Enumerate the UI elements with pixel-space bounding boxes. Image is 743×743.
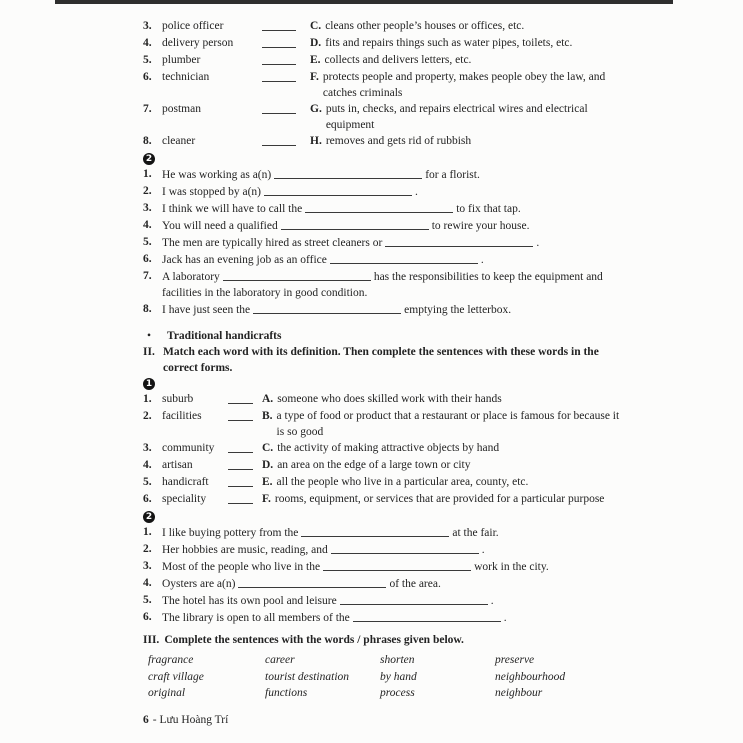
match-row (143, 457, 625, 474)
sentence-pre: Her hobbies are music, reading, and (162, 544, 328, 556)
term-label: plumber (162, 54, 201, 66)
author-name: - Lưu Hoàng Trí (152, 714, 229, 726)
definition-text: protects people and property, makes people obey the law, and catches criminals (322, 71, 606, 99)
sentence-post: emptying the letterbox. (404, 304, 512, 316)
answer-blank (262, 52, 310, 69)
definition-text: fits and repairs things such as water pipes, toilets, etc. (325, 37, 573, 49)
sentence-row (143, 541, 625, 558)
jobs-match-list (143, 18, 625, 150)
page-footer (143, 712, 228, 728)
section-ii-heading (143, 344, 625, 376)
term-label: cleaner (162, 135, 196, 147)
item-number: 8. (143, 303, 152, 315)
match-row (143, 69, 625, 101)
word-bank-column (380, 652, 495, 702)
sentence-pre: You will need a qualified (162, 220, 278, 232)
sentence-post: for a florist. (425, 169, 480, 181)
word-bank-column (265, 652, 380, 702)
item-number: 4. (143, 577, 152, 589)
wordbank-item: by hand (380, 670, 417, 683)
sentence-row (143, 268, 625, 301)
definition-letter: G. (310, 103, 322, 115)
item-number: 6. (143, 493, 152, 505)
topic-title: Traditional handicrafts (167, 330, 282, 342)
sentence-post: has the responsibilities to keep the equipment and facilities in the laboratory in good condition. (162, 271, 603, 299)
sentence-pre: The men are typically hired as street cleaners or (162, 237, 383, 249)
match-row (143, 101, 625, 133)
part-2-marker-badge: 2 (143, 153, 155, 165)
answer-blank (228, 474, 262, 491)
item-number: 5. (143, 476, 152, 488)
sentence-pre: I have just seen the (162, 304, 251, 316)
match-row (143, 35, 625, 52)
match-row (143, 491, 625, 508)
wordbank-item: preserve (495, 654, 535, 666)
definition-text: collects and delivers letters, etc. (324, 54, 472, 66)
sentence-pre: I was stopped by a(n) (162, 186, 262, 198)
sentence-pre: The library is open to all members of the (162, 612, 350, 624)
sentence-post: . (503, 612, 507, 624)
sentence-post: . (481, 544, 485, 556)
page-content (143, 18, 625, 702)
item-number: 7. (143, 103, 152, 115)
definition-text: removes and gets rid of rubbish (325, 135, 472, 147)
item-number: 5. (143, 54, 152, 66)
sentence-row (143, 200, 625, 217)
answer-blank (262, 133, 310, 150)
definition-text: cleans other people’s houses or offices, etc. (325, 20, 525, 32)
item-number: 4. (143, 459, 152, 471)
sentence-row (143, 183, 625, 200)
sentence-pre: The hotel has its own pool and leisure (162, 595, 337, 607)
section-label: III. (143, 634, 160, 646)
term-label: community (162, 442, 215, 454)
word-bank-column (148, 652, 265, 702)
section-label: II. (143, 346, 155, 358)
fill-blank (264, 184, 412, 196)
definition-letter: A. (262, 393, 274, 405)
wordbank-item: tourist destination (265, 670, 350, 683)
definition-letter: B. (262, 410, 273, 422)
fill-blank (238, 576, 386, 588)
bullet-icon: • (147, 330, 152, 342)
sentence-pre: Jack has an evening job as an office (162, 254, 327, 266)
definition-text: rooms, equipment, or services that are provided for a particular purpose (274, 493, 605, 505)
fill-blank (331, 542, 479, 554)
answer-blank (262, 18, 310, 35)
definition-letter: E. (310, 54, 321, 66)
wordbank-item: neighbour (495, 687, 543, 699)
term-label: delivery person (162, 37, 234, 49)
sentence-row (143, 524, 625, 541)
sentence-post: . (480, 254, 484, 266)
section-iii-heading (143, 632, 625, 648)
sentence-row (143, 609, 625, 626)
match-row (143, 408, 625, 440)
part-1-marker-badge: 1 (143, 378, 155, 390)
answer-blank (262, 69, 310, 101)
sentence-pre: I like buying pottery from the (162, 527, 299, 539)
answer-blank (228, 408, 262, 440)
item-number: 1. (143, 168, 152, 180)
definition-text: a type of food or product that a restaurant or place is famous for because it is so good (276, 410, 620, 438)
word-bank (143, 652, 625, 702)
definition-text: the activity of making attractive objects by hand (277, 442, 500, 454)
term-label: suburb (162, 393, 194, 405)
match-row (143, 474, 625, 491)
wordbank-item: functions (265, 687, 308, 699)
term-label: artisan (162, 459, 193, 471)
sentence-pre: A laboratory (162, 271, 220, 283)
section-title: Match each word with its definition. Then complete the sentences with these words in the correct forms. (163, 346, 599, 374)
definition-letter: D. (262, 459, 274, 471)
definition-text: puts in, checks, and repairs electrical wires and electrical equipment (325, 103, 588, 131)
wordbank-item: fragrance (148, 654, 194, 666)
sentence-post: work in the city. (474, 561, 549, 573)
sentence-post: at the fair. (452, 527, 499, 539)
wordbank-item: process (380, 687, 415, 699)
wordbank-item: original (148, 687, 186, 699)
item-number: 2. (143, 410, 152, 422)
definition-text: an area on the edge of a large town or city (277, 459, 471, 471)
section-title: Complete the sentences with the words / phrases given below. (164, 634, 464, 646)
fill-blank (281, 218, 429, 230)
answer-blank (262, 101, 310, 133)
term-label: technician (162, 71, 210, 83)
item-number: 5. (143, 236, 152, 248)
item-number: 3. (143, 560, 152, 572)
match-row (143, 133, 625, 150)
item-number: 4. (143, 219, 152, 231)
definition-letter: C. (310, 20, 322, 32)
part-2-marker-badge: 2 (143, 511, 155, 523)
fill-blank (253, 302, 401, 314)
match-row (143, 18, 625, 35)
sentence-post: . (536, 237, 540, 249)
item-number: 4. (143, 37, 152, 49)
definition-letter: F. (310, 71, 319, 83)
wordbank-item: career (265, 654, 295, 666)
fill-blank (305, 201, 453, 213)
match-row (143, 52, 625, 69)
definition-text: all the people who live in a particular area, county, etc. (276, 476, 529, 488)
sentence-pre: Most of the people who live in the (162, 561, 321, 573)
term-label: facilities (162, 410, 202, 422)
sentence-row (143, 301, 625, 318)
sentence-post: of the area. (389, 578, 441, 590)
item-number: 2. (143, 543, 152, 555)
item-number: 6. (143, 71, 152, 83)
sentence-row (143, 575, 625, 592)
definition-letter: C. (262, 442, 274, 454)
handicrafts-match-list (143, 391, 625, 508)
sentence-post: to fix that tap. (456, 203, 521, 215)
answer-blank (262, 35, 310, 52)
sentence-row (143, 592, 625, 609)
sentence-row (143, 251, 625, 268)
item-number: 1. (143, 526, 152, 538)
page-top-rule (55, 0, 673, 4)
definition-text: someone who does skilled work with their hands (277, 393, 502, 405)
sentence-row (143, 166, 625, 183)
item-number: 3. (143, 202, 152, 214)
fill-blank (353, 610, 501, 622)
term-label: speciality (162, 493, 207, 505)
definition-letter: E. (262, 476, 273, 488)
sentence-row (143, 558, 625, 575)
item-number: 1. (143, 393, 152, 405)
page-number: 6 (143, 714, 149, 726)
item-number: 6. (143, 253, 152, 265)
term-label: handicraft (162, 476, 209, 488)
word-bank-column (495, 652, 630, 702)
match-row (143, 391, 625, 408)
item-number: 3. (143, 442, 152, 454)
match-row (143, 440, 625, 457)
fill-blank (223, 269, 371, 281)
sentence-post: . (490, 595, 494, 607)
handicrafts-sentence-list (143, 524, 625, 626)
fill-blank (385, 235, 533, 247)
sentence-row (143, 217, 625, 234)
item-number: 3. (143, 20, 152, 32)
item-number: 8. (143, 135, 152, 147)
fill-blank (323, 559, 471, 571)
fill-blank (274, 167, 422, 179)
wordbank-item: neighbourhood (495, 670, 566, 683)
answer-blank (228, 491, 262, 508)
sentence-pre: I think we will have to call the (162, 203, 303, 215)
sentence-pre: Oysters are a(n) (162, 578, 236, 590)
definition-letter: H. (310, 135, 322, 147)
definition-letter: D. (310, 37, 322, 49)
term-label: police officer (162, 20, 224, 32)
jobs-sentence-list (143, 166, 625, 318)
fill-blank (340, 593, 488, 605)
answer-blank (228, 391, 262, 408)
definition-letter: F. (262, 493, 271, 505)
item-number: 7. (143, 270, 152, 282)
answer-blank (228, 457, 262, 474)
wordbank-item: craft village (148, 670, 204, 683)
sentence-row (143, 234, 625, 251)
item-number: 2. (143, 185, 152, 197)
fill-blank (330, 252, 478, 264)
sentence-post: to rewire your house. (431, 220, 530, 232)
answer-blank (228, 440, 262, 457)
wordbank-item: shorten (380, 654, 415, 666)
fill-blank (301, 525, 449, 537)
item-number: 5. (143, 594, 152, 606)
topic-title-row (143, 328, 625, 344)
term-label: postman (162, 103, 201, 115)
sentence-pre: He was working as a(n) (162, 169, 272, 181)
sentence-post: . (415, 186, 418, 198)
item-number: 6. (143, 611, 152, 623)
